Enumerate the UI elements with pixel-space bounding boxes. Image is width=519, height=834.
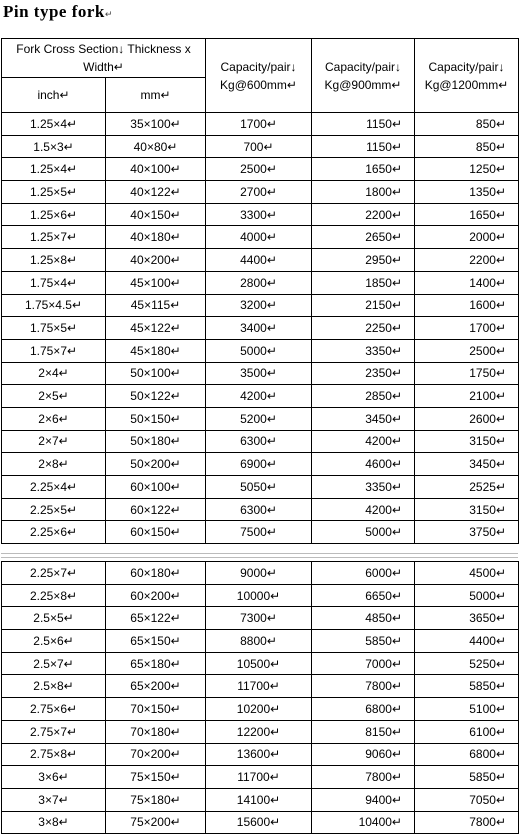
cell-capacity-1200: 3150↵ (415, 498, 519, 521)
cell-capacity-1200: 3150↵ (415, 430, 519, 453)
cell-capacity-600: 10000↵ (206, 584, 312, 607)
cell-inch: 2×7↵ (2, 430, 106, 453)
cell-capacity-600: 5050↵ (206, 476, 312, 499)
cell-capacity-900: 3350↵ (312, 339, 415, 362)
cell-inch: 3×8↵ (2, 811, 106, 834)
cell-capacity-600: 14100↵ (206, 788, 312, 811)
cell-capacity-900: 6650↵ (312, 584, 415, 607)
cell-capacity-600: 8800↵ (206, 630, 312, 653)
table-row (2, 203, 519, 226)
cell-inch: 1.75×4.5↵ (2, 294, 106, 317)
table-row (2, 630, 519, 653)
cell-mm: 45×100↵ (106, 271, 206, 294)
cell-capacity-900: 3450↵ (312, 407, 415, 430)
cell-capacity-600: 3500↵ (206, 362, 312, 385)
cell-capacity-1200: 6800↵ (415, 743, 519, 766)
cell-capacity-600: 2800↵ (206, 271, 312, 294)
cell-capacity-1200: 5250↵ (415, 652, 519, 675)
cell-capacity-900: 1800↵ (312, 181, 415, 204)
cell-inch: 2×5↵ (2, 385, 106, 408)
cell-inch: 2.25×5↵ (2, 498, 106, 521)
cell-inch: 2.25×6↵ (2, 521, 106, 544)
table-row (2, 407, 519, 430)
table-row (2, 720, 519, 743)
cell-capacity-900: 1150↵ (312, 135, 415, 158)
table-row (2, 385, 519, 408)
cell-mm: 65×200↵ (106, 675, 206, 698)
cell-mm: 70×150↵ (106, 698, 206, 721)
cell-mm: 60×122↵ (106, 498, 206, 521)
cell-inch: 2.5×8↵ (2, 675, 106, 698)
cell-capacity-1200: 1750↵ (415, 362, 519, 385)
cell-mm: 75×180↵ (106, 788, 206, 811)
cell-inch: 2×8↵ (2, 453, 106, 476)
table-row (2, 430, 519, 453)
document-title (3, 0, 113, 24)
cell-capacity-600: 11700↵ (206, 675, 312, 698)
cell-capacity-900: 2650↵ (312, 226, 415, 249)
cell-inch: 1.25×4↵ (2, 158, 106, 181)
cell-mm: 40×100↵ (106, 158, 206, 181)
table-row (2, 181, 519, 204)
cell-mm: 50×200↵ (106, 453, 206, 476)
cell-mm: 40×122↵ (106, 181, 206, 204)
table-row (2, 498, 519, 521)
cell-capacity-900: 5000↵ (312, 521, 415, 544)
cell-mm: 50×150↵ (106, 407, 206, 430)
cell-capacity-600: 6900↵ (206, 453, 312, 476)
cell-capacity-1200: 2100↵ (415, 385, 519, 408)
cell-inch: 3×6↵ (2, 766, 106, 789)
cell-capacity-900: 4200↵ (312, 498, 415, 521)
cell-capacity-600: 2700↵ (206, 181, 312, 204)
cell-capacity-600: 9000↵ (206, 562, 312, 585)
cell-capacity-900: 1650↵ (312, 158, 415, 181)
cell-capacity-900: 6800↵ (312, 698, 415, 721)
cell-capacity-1200: 4500↵ (415, 562, 519, 585)
table-body-part-2 (2, 562, 519, 834)
cell-capacity-600: 3200↵ (206, 294, 312, 317)
cell-mm: 60×180↵ (106, 562, 206, 585)
cell-capacity-1200: 1600↵ (415, 294, 519, 317)
table-row (2, 521, 519, 544)
cell-mm: 60×100↵ (106, 476, 206, 499)
table-row (2, 675, 519, 698)
cell-mm: 65×150↵ (106, 630, 206, 653)
fork-capacity-table-part-2 (1, 561, 519, 834)
cell-capacity-1200: 5000↵ (415, 584, 519, 607)
cell-mm: 40×180↵ (106, 226, 206, 249)
cell-mm: 70×180↵ (106, 720, 206, 743)
cell-capacity-900: 4200↵ (312, 430, 415, 453)
cell-capacity-600: 4400↵ (206, 249, 312, 272)
cell-inch: 1.25×6↵ (2, 203, 106, 226)
cell-capacity-900: 2150↵ (312, 294, 415, 317)
cell-capacity-1200: 1400↵ (415, 271, 519, 294)
cell-capacity-900: 10400↵ (312, 811, 415, 834)
header-cross-section: Fork Cross Section↓ Thickness x Width↵ (2, 39, 206, 78)
header-capacity-1200: Capacity/pair↓ Kg@1200mm↵ (415, 39, 519, 113)
cell-mm: 60×200↵ (106, 584, 206, 607)
table-row (2, 113, 519, 136)
cell-capacity-1200: 850↵ (415, 113, 519, 136)
cell-mm: 40×150↵ (106, 203, 206, 226)
cell-capacity-1200: 1350↵ (415, 181, 519, 204)
header-capacity-600: Capacity/pair↓ Kg@600mm↵ (206, 39, 312, 113)
cell-inch: 2.25×8↵ (2, 584, 106, 607)
cell-capacity-900: 9060↵ (312, 743, 415, 766)
cell-inch: 2.5×6↵ (2, 630, 106, 653)
cell-capacity-600: 2500↵ (206, 158, 312, 181)
cell-inch: 1.75×7↵ (2, 339, 106, 362)
table-row (2, 698, 519, 721)
table-row (2, 249, 519, 272)
cell-capacity-900: 7800↵ (312, 766, 415, 789)
cell-inch: 1.25×4↵ (2, 113, 106, 136)
cell-inch: 2.75×7↵ (2, 720, 106, 743)
table-row (2, 453, 519, 476)
cell-capacity-1200: 4400↵ (415, 630, 519, 653)
table-row (2, 271, 519, 294)
cell-capacity-600: 4000↵ (206, 226, 312, 249)
cell-capacity-600: 5000↵ (206, 339, 312, 362)
table-row (2, 811, 519, 834)
cell-mm: 45×180↵ (106, 339, 206, 362)
table-row (2, 788, 519, 811)
cell-capacity-600: 15600↵ (206, 811, 312, 834)
cell-capacity-1200: 1250↵ (415, 158, 519, 181)
cell-inch: 2×6↵ (2, 407, 106, 430)
cell-capacity-600: 3400↵ (206, 317, 312, 340)
cell-capacity-1200: 2200↵ (415, 249, 519, 272)
table-row (2, 766, 519, 789)
cell-capacity-600: 12200↵ (206, 720, 312, 743)
table-body-part-1 (2, 113, 519, 544)
cell-mm: 75×200↵ (106, 811, 206, 834)
title-text: Pin type fork (3, 2, 105, 21)
cell-mm: 40×200↵ (106, 249, 206, 272)
cell-capacity-900: 6000↵ (312, 562, 415, 585)
cell-capacity-900: 3350↵ (312, 476, 415, 499)
cell-mm: 65×180↵ (106, 652, 206, 675)
cell-mm: 75×150↵ (106, 766, 206, 789)
cell-capacity-1200: 5850↵ (415, 675, 519, 698)
table-row (2, 339, 519, 362)
cell-capacity-1200: 7050↵ (415, 788, 519, 811)
cell-mm: 50×100↵ (106, 362, 206, 385)
cell-capacity-600: 10200↵ (206, 698, 312, 721)
cell-capacity-600: 1700↵ (206, 113, 312, 136)
cell-capacity-900: 2200↵ (312, 203, 415, 226)
cell-mm: 50×180↵ (106, 430, 206, 453)
cell-inch: 1.25×5↵ (2, 181, 106, 204)
cell-capacity-1200: 3750↵ (415, 521, 519, 544)
cell-capacity-900: 4600↵ (312, 453, 415, 476)
table-row (2, 562, 519, 585)
cell-capacity-900: 4850↵ (312, 607, 415, 630)
cell-capacity-900: 9400↵ (312, 788, 415, 811)
cell-capacity-900: 7000↵ (312, 652, 415, 675)
cell-capacity-900: 5850↵ (312, 630, 415, 653)
cell-inch: 1.75×4↵ (2, 271, 106, 294)
table-row (2, 226, 519, 249)
cell-inch: 2.5×7↵ (2, 652, 106, 675)
table-break-line (1, 553, 518, 554)
table-row (2, 476, 519, 499)
header-inch: inch↵ (2, 78, 106, 113)
cell-capacity-1200: 7800↵ (415, 811, 519, 834)
cell-inch: 1.5×3↵ (2, 135, 106, 158)
cell-mm: 40×80↵ (106, 135, 206, 158)
cell-mm: 45×122↵ (106, 317, 206, 340)
table-row (2, 294, 519, 317)
cell-capacity-900: 2950↵ (312, 249, 415, 272)
cell-inch: 1.25×8↵ (2, 249, 106, 272)
cell-capacity-600: 5200↵ (206, 407, 312, 430)
cell-capacity-1200: 2525↵ (415, 476, 519, 499)
paragraph-mark: ↵ (104, 10, 113, 20)
cell-inch: 2.5×5↵ (2, 607, 106, 630)
cell-capacity-1200: 6100↵ (415, 720, 519, 743)
cell-inch: 3×7↵ (2, 788, 106, 811)
cell-capacity-600: 11700↵ (206, 766, 312, 789)
cell-capacity-600: 6300↵ (206, 498, 312, 521)
table-row (2, 135, 519, 158)
cell-capacity-600: 6300↵ (206, 430, 312, 453)
cell-capacity-1200: 3450↵ (415, 453, 519, 476)
cell-capacity-600: 4200↵ (206, 385, 312, 408)
cell-inch: 1.75×5↵ (2, 317, 106, 340)
table-row (2, 584, 519, 607)
cell-capacity-600: 13600↵ (206, 743, 312, 766)
header-capacity-900: Capacity/pair↓ Kg@900mm↵ (312, 39, 415, 113)
cell-mm: 35×100↵ (106, 113, 206, 136)
cell-mm: 45×115↵ (106, 294, 206, 317)
cell-capacity-1200: 2500↵ (415, 339, 519, 362)
cell-capacity-900: 8150↵ (312, 720, 415, 743)
table-row (2, 607, 519, 630)
cell-inch: 1.25×7↵ (2, 226, 106, 249)
cell-capacity-1200: 1700↵ (415, 317, 519, 340)
cell-capacity-900: 1850↵ (312, 271, 415, 294)
cell-capacity-900: 2350↵ (312, 362, 415, 385)
header-mm: mm↵ (106, 78, 206, 113)
table-row (2, 743, 519, 766)
cell-capacity-600: 7300↵ (206, 607, 312, 630)
table-break-line (1, 557, 518, 558)
cell-mm: 50×122↵ (106, 385, 206, 408)
cell-mm: 65×122↵ (106, 607, 206, 630)
cell-mm: 60×150↵ (106, 521, 206, 544)
cell-mm: 70×200↵ (106, 743, 206, 766)
table-row (2, 652, 519, 675)
cell-capacity-1200: 2600↵ (415, 407, 519, 430)
cell-capacity-600: 7500↵ (206, 521, 312, 544)
table-row (2, 317, 519, 340)
cell-capacity-1200: 2000↵ (415, 226, 519, 249)
cell-inch: 2.25×4↵ (2, 476, 106, 499)
cell-inch: 2.75×6↵ (2, 698, 106, 721)
cell-capacity-1200: 5100↵ (415, 698, 519, 721)
cell-inch: 2.25×7↵ (2, 562, 106, 585)
cell-capacity-900: 2850↵ (312, 385, 415, 408)
cell-capacity-900: 7800↵ (312, 675, 415, 698)
cell-inch: 2.75×8↵ (2, 743, 106, 766)
cell-capacity-600: 10500↵ (206, 652, 312, 675)
cell-capacity-1200: 850↵ (415, 135, 519, 158)
fork-capacity-table-part-1 (1, 38, 519, 544)
cell-capacity-1200: 3650↵ (415, 607, 519, 630)
table-row (2, 362, 519, 385)
cell-capacity-1200: 1650↵ (415, 203, 519, 226)
table-row (2, 158, 519, 181)
cell-capacity-1200: 5850↵ (415, 766, 519, 789)
cell-capacity-900: 1150↵ (312, 113, 415, 136)
cell-inch: 2×4↵ (2, 362, 106, 385)
cell-capacity-600: 700↵ (206, 135, 312, 158)
cell-capacity-600: 3300↵ (206, 203, 312, 226)
cell-capacity-900: 2250↵ (312, 317, 415, 340)
